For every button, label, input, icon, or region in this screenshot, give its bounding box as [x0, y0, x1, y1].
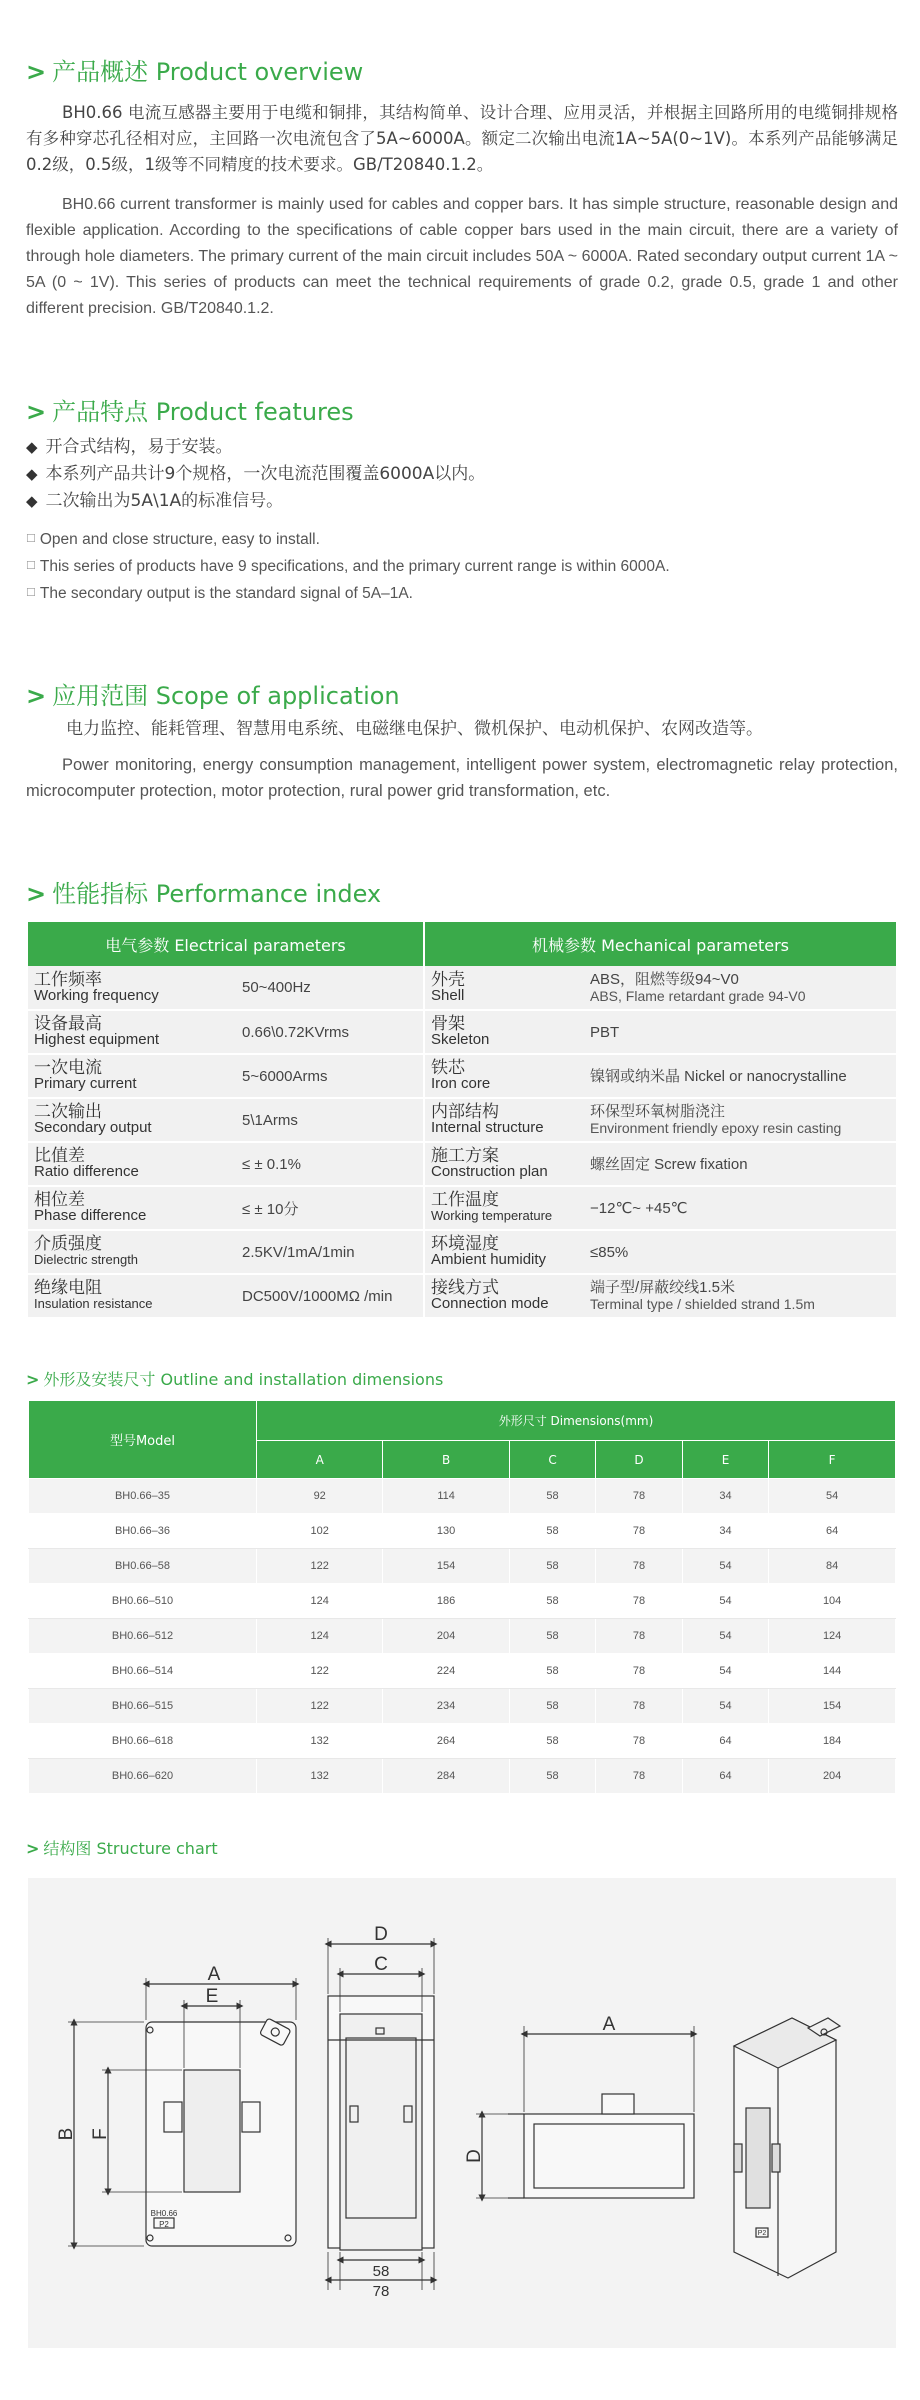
mech-value-sub: ABS, Flame retardant grade 94-V0 [590, 987, 806, 1004]
dimension-cell: 122 [257, 1654, 383, 1689]
param-label-cn: 介质强度 [34, 1234, 102, 1254]
chevron-right-icon: > [26, 880, 47, 908]
feature-item-en: ☐ This series of products have 9 specifications, and the primary current range is within 6000A. [26, 553, 898, 580]
performance-title: > 性能指标 Performance index [26, 880, 382, 908]
param-label [28, 1010, 236, 1054]
dimension-cell: 124 [257, 1619, 383, 1654]
mech-label-cn: 外壳 [431, 969, 465, 990]
model-cell: BH0.66–58 [29, 1549, 257, 1584]
scope-en-text: Power monitoring, energy consumption management, intelligent power system, electromagnetic relay protection, microcomputer protection, motor protection, rural power grid transformation, etc. [26, 756, 898, 800]
param-label-cn: 工作频率 [34, 969, 102, 990]
dimension-cell: 114 [383, 1479, 509, 1514]
chevron-right-icon: > [26, 1370, 40, 1389]
mech-label-en: Ambient humidity [431, 1251, 547, 1268]
mech-label [424, 966, 584, 1010]
dimension-cell: 54 [682, 1549, 768, 1584]
mech-value-main: 螺丝固定 Screw fixation [590, 1155, 748, 1173]
mech-label-en: Shell [431, 986, 465, 1004]
mech-value [584, 1054, 896, 1098]
param-value: 50~400Hz [236, 966, 424, 1010]
mech-value-sub: Terminal type / shielded strand 1.5m [590, 1296, 815, 1312]
feature-item-en: ☐ Open and close structure, easy to install. [26, 526, 898, 553]
model-cell: BH0.66–515 [29, 1689, 257, 1724]
structure-title: > 结构图 Structure chart [26, 1839, 218, 1858]
mech-label-cn: 施工方案 [431, 1146, 499, 1166]
dimension-cell: 104 [769, 1584, 896, 1619]
mech-value [584, 1098, 896, 1142]
feature-item-cn: ◆ 开合式结构，易于安装。 [26, 434, 898, 461]
chevron-right-icon: > [26, 1839, 40, 1858]
mech-label [424, 1010, 584, 1054]
mech-label-en: Skeleton [431, 1031, 490, 1048]
mech-value [584, 966, 896, 1010]
dimension-cell: 64 [682, 1759, 768, 1794]
scope-title: > 应用范围 Scope of application [26, 682, 400, 710]
mech-label-en: Connection mode [431, 1295, 549, 1312]
mech-label-cn: 铁芯 [431, 1058, 465, 1078]
chevron-right-icon: > [26, 58, 47, 86]
dimension-cell: 54 [682, 1584, 768, 1619]
col-header-d: D [596, 1441, 682, 1479]
mech-value [584, 1142, 896, 1186]
dimension-cell: 58 [509, 1479, 595, 1514]
dimensions-header: 外形尺寸 Dimensions(mm) [257, 1401, 896, 1441]
model-cell: BH0.66–514 [29, 1654, 257, 1689]
model-cell: BH0.66–35 [29, 1479, 257, 1514]
param-label-cn: 二次输出 [34, 1102, 102, 1122]
param-label-cn: 相位差 [34, 1190, 85, 1210]
mech-label-cn: 骨架 [431, 1014, 465, 1034]
param-value: DC500V/1000MΩ /min [236, 1274, 424, 1318]
dimension-cell: 58 [509, 1759, 595, 1794]
param-label-cn: 绝缘电阻 [34, 1278, 102, 1298]
mech-value-main: 端子型/屏蔽绞线1.5米 [590, 1279, 736, 1296]
param-label-cn: 一次电流 [34, 1058, 102, 1078]
model-cell: BH0.66–510 [29, 1584, 257, 1619]
dim-label-d-top: D [374, 1924, 388, 1945]
param-value: ≤ ± 10分 [236, 1186, 424, 1230]
mech-value-main: ABS，阻燃等级94~V0 [590, 970, 739, 988]
features-en-list [26, 526, 898, 607]
performance-row [28, 1010, 896, 1054]
dimension-cell: 34 [682, 1479, 768, 1514]
dimension-cell: 124 [769, 1619, 896, 1654]
dimension-cell: 78 [596, 1514, 682, 1549]
port-tag: P2 [159, 2220, 169, 2229]
top-view [476, 2026, 694, 2198]
performance-row [28, 1054, 896, 1098]
dim-label-c: C [374, 1954, 388, 1975]
param-label [28, 1142, 236, 1186]
dimension-cell: 284 [383, 1759, 509, 1794]
param-label [28, 1054, 236, 1098]
dimension-cell: 54 [769, 1479, 896, 1514]
mech-value [584, 1274, 896, 1318]
perspective-view [734, 2018, 840, 2278]
dimension-cell: 58 [509, 1724, 595, 1759]
table-row [29, 1654, 896, 1689]
param-label-en: Insulation resistance [34, 1296, 153, 1311]
mech-value [584, 1186, 896, 1230]
performance-table [28, 922, 896, 1319]
param-value: 5~6000Arms [236, 1054, 424, 1098]
param-value: 5\1Arms [236, 1098, 424, 1142]
dimension-cell: 64 [682, 1724, 768, 1759]
table-row [29, 1759, 896, 1794]
col-header-e: E [682, 1441, 768, 1479]
mech-value-main: PBT [590, 1023, 620, 1041]
param-label-en: Primary current [34, 1075, 137, 1092]
param-label-en: Secondary output [34, 1119, 152, 1136]
param-label [28, 966, 236, 1010]
mech-label [424, 1142, 584, 1186]
model-cell: BH0.66–618 [29, 1724, 257, 1759]
dimension-cell: 144 [769, 1654, 896, 1689]
dimension-cell: 58 [509, 1549, 595, 1584]
col-header-a: A [257, 1441, 383, 1479]
dimension-cell: 264 [383, 1724, 509, 1759]
dimension-cell: 78 [596, 1619, 682, 1654]
dimension-cell: 78 [596, 1689, 682, 1724]
dimension-cell: 58 [509, 1689, 595, 1724]
dimension-cell: 122 [257, 1689, 383, 1724]
mech-label-cn: 工作温度 [431, 1190, 499, 1210]
model-cell: BH0.66–620 [29, 1759, 257, 1794]
dimension-cell: 130 [383, 1514, 509, 1549]
mech-value [584, 1010, 896, 1054]
mech-value-sub: Environment friendly epoxy resin casting [590, 1120, 842, 1136]
mech-label [424, 1054, 584, 1098]
dimension-cell: 154 [383, 1549, 509, 1584]
mech-value-main: −12℃~ +45℃ [590, 1199, 688, 1217]
param-label [28, 1274, 236, 1318]
dimension-cell: 78 [596, 1654, 682, 1689]
param-value: 2.5KV/1mA/1min [236, 1230, 424, 1274]
performance-row [28, 1098, 896, 1142]
model-tag: BH0.66 [150, 2209, 178, 2218]
table-row [29, 1479, 896, 1514]
dim-label-78: 78 [372, 2283, 390, 2300]
table-row [29, 1619, 896, 1654]
dimension-cell: 186 [383, 1584, 509, 1619]
mech-value [584, 1230, 896, 1274]
param-value: 0.66\0.72KVrms [236, 1010, 424, 1054]
dimension-cell: 224 [383, 1654, 509, 1689]
param-label-en: Phase difference [34, 1207, 147, 1224]
dimension-cell: 102 [257, 1514, 383, 1549]
structure-drawing [28, 1878, 896, 2348]
chevron-right-icon: > [26, 682, 47, 710]
dimension-cell: 184 [769, 1724, 896, 1759]
table-row [29, 1724, 896, 1759]
dimension-cell: 154 [769, 1689, 896, 1724]
front-view [68, 1978, 296, 2246]
col-header-c: C [509, 1441, 595, 1479]
param-label [28, 1230, 236, 1274]
dimension-cell: 54 [682, 1689, 768, 1724]
mech-label-en: Internal structure [431, 1119, 544, 1136]
dimension-cell: 92 [257, 1479, 383, 1514]
model-header: 型号Model [29, 1401, 257, 1479]
table-row [29, 1549, 896, 1584]
dim-label-e: E [205, 1986, 219, 2007]
dimension-cell: 84 [769, 1549, 896, 1584]
feature-item-en: ☐ The secondary output is the standard signal of 5A–1A. [26, 580, 898, 607]
param-label [28, 1186, 236, 1230]
mech-label-en: Working temperature [431, 1208, 553, 1223]
table-row [29, 1584, 896, 1619]
table-row [29, 1514, 896, 1549]
mech-label-cn: 内部结构 [431, 1102, 499, 1122]
dim-label-d-side: D [464, 2149, 485, 2163]
mechanical-header: 机械参数 Mechanical parameters [424, 922, 896, 966]
dimension-cell: 132 [257, 1759, 383, 1794]
mech-label-en: Iron core [431, 1075, 491, 1092]
table-row [29, 1689, 896, 1724]
dimension-cell: 78 [596, 1584, 682, 1619]
dimension-cell: 58 [509, 1584, 595, 1619]
mech-label-en: Construction plan [431, 1163, 548, 1180]
dimension-cell: 54 [682, 1619, 768, 1654]
dimensions-table [28, 1400, 896, 1794]
scope-cn-text: 电力监控、能耗管理、智慧用电系统、电磁继电保护、微机保护、电动机保护、农网改造等。 [66, 719, 763, 739]
dimension-cell: 78 [596, 1759, 682, 1794]
param-label-cn: 设备最高 [34, 1014, 102, 1034]
mech-label-cn: 接线方式 [431, 1278, 499, 1298]
port-tag-perspective: P2 [757, 2230, 767, 2237]
dimension-cell: 124 [257, 1584, 383, 1619]
dimension-cell: 58 [509, 1619, 595, 1654]
feature-item-cn: ◆ 本系列产品共计9个规格，一次电流范围覆盖6000A以内。 [26, 461, 898, 488]
dimension-cell: 132 [257, 1724, 383, 1759]
param-label-en: Highest equipment [34, 1031, 160, 1048]
performance-row [28, 966, 896, 1010]
col-header-b: B [383, 1441, 509, 1479]
dimension-cell: 78 [596, 1479, 682, 1514]
features-title: > 产品特点 Product features [26, 398, 354, 426]
mech-value-main: 环保型环氧树脂浇注 [590, 1103, 726, 1120]
dimension-cell: 58 [509, 1654, 595, 1689]
dimension-cell: 78 [596, 1549, 682, 1584]
overview-cn-text: BH0.66 电流互感器主要用于电缆和铜排，其结构简单、设计合理、应用灵活，并根据主回路所用的电缆铜排规格有多种穿芯孔径相对应，主回路一次电流包含了5A~6000A。额定二次输出电流1A~5A(0~1V)。本系列产品能够满足0.2级，0.5级，1级等不同精度的技术要求。GB/T20840.1.2。 [26, 103, 898, 174]
performance-row [28, 1274, 896, 1318]
param-label-en: Dielectric strength [34, 1252, 139, 1267]
mech-label [424, 1274, 584, 1318]
model-cell: BH0.66–36 [29, 1514, 257, 1549]
dim-label-f: F [90, 2128, 111, 2140]
dim-label-a: A [207, 1964, 221, 1985]
dimensions-title: > 外形及安装尺寸 Outline and installation dimensions [26, 1370, 444, 1389]
param-label-en: Working frequency [34, 986, 159, 1004]
mech-value-main: 镍钢或纳米晶 Nickel or nanocrystalline [590, 1067, 847, 1085]
dimension-cell: 234 [383, 1689, 509, 1724]
dimension-cell: 78 [596, 1724, 682, 1759]
mech-label [424, 1186, 584, 1230]
mech-label-cn: 环境湿度 [431, 1234, 499, 1254]
dimension-cell: 204 [383, 1619, 509, 1654]
col-header-f: F [769, 1441, 896, 1479]
dim-label-58: 58 [372, 2263, 390, 2280]
side-view [328, 1938, 434, 2290]
overview-title: > 产品概述 Product overview [26, 58, 364, 86]
electrical-header: 电气参数 Electrical parameters [28, 922, 424, 966]
mech-label [424, 1098, 584, 1142]
mech-value-main: ≤85% [590, 1243, 629, 1261]
dimension-cell: 204 [769, 1759, 896, 1794]
param-label-en: Ratio difference [34, 1163, 139, 1180]
overview-en-text: BH0.66 current transformer is mainly used for cables and copper bars. It has simple structure, reasonable design and flexible application. According to the specifications of cable copper bars used in the main circuit, there are a variety of through hole diameters. The primary current of the main circuit includes 50A ~ 6000A. Rated secondary output current 1A ~ 5A (0 ~ 1V). This series of products can meet the technical requirements of grade 0.2, grade 0.5, grade 1 and other different precision. GB/T20840.1.2. [26, 196, 898, 317]
dim-label-b: B [56, 2127, 77, 2141]
feature-item-cn: ◆ 二次输出为5A\1A的标准信号。 [26, 488, 898, 515]
dimension-cell: 54 [682, 1654, 768, 1689]
param-label-cn: 比值差 [34, 1146, 85, 1166]
dimension-cell: 64 [769, 1514, 896, 1549]
mech-label [424, 1230, 584, 1274]
structure-chart [28, 1878, 896, 2348]
dimension-cell: 58 [509, 1514, 595, 1549]
chevron-right-icon: > [26, 398, 47, 426]
features-cn-list [26, 434, 898, 515]
performance-row [28, 1142, 896, 1186]
performance-row [28, 1186, 896, 1230]
dimension-cell: 122 [257, 1549, 383, 1584]
param-label [28, 1098, 236, 1142]
dim-label-a-top: A [602, 2014, 616, 2035]
model-cell: BH0.66–512 [29, 1619, 257, 1654]
dimension-cell: 34 [682, 1514, 768, 1549]
performance-row [28, 1230, 896, 1274]
param-value: ≤ ± 0.1% [236, 1142, 424, 1186]
